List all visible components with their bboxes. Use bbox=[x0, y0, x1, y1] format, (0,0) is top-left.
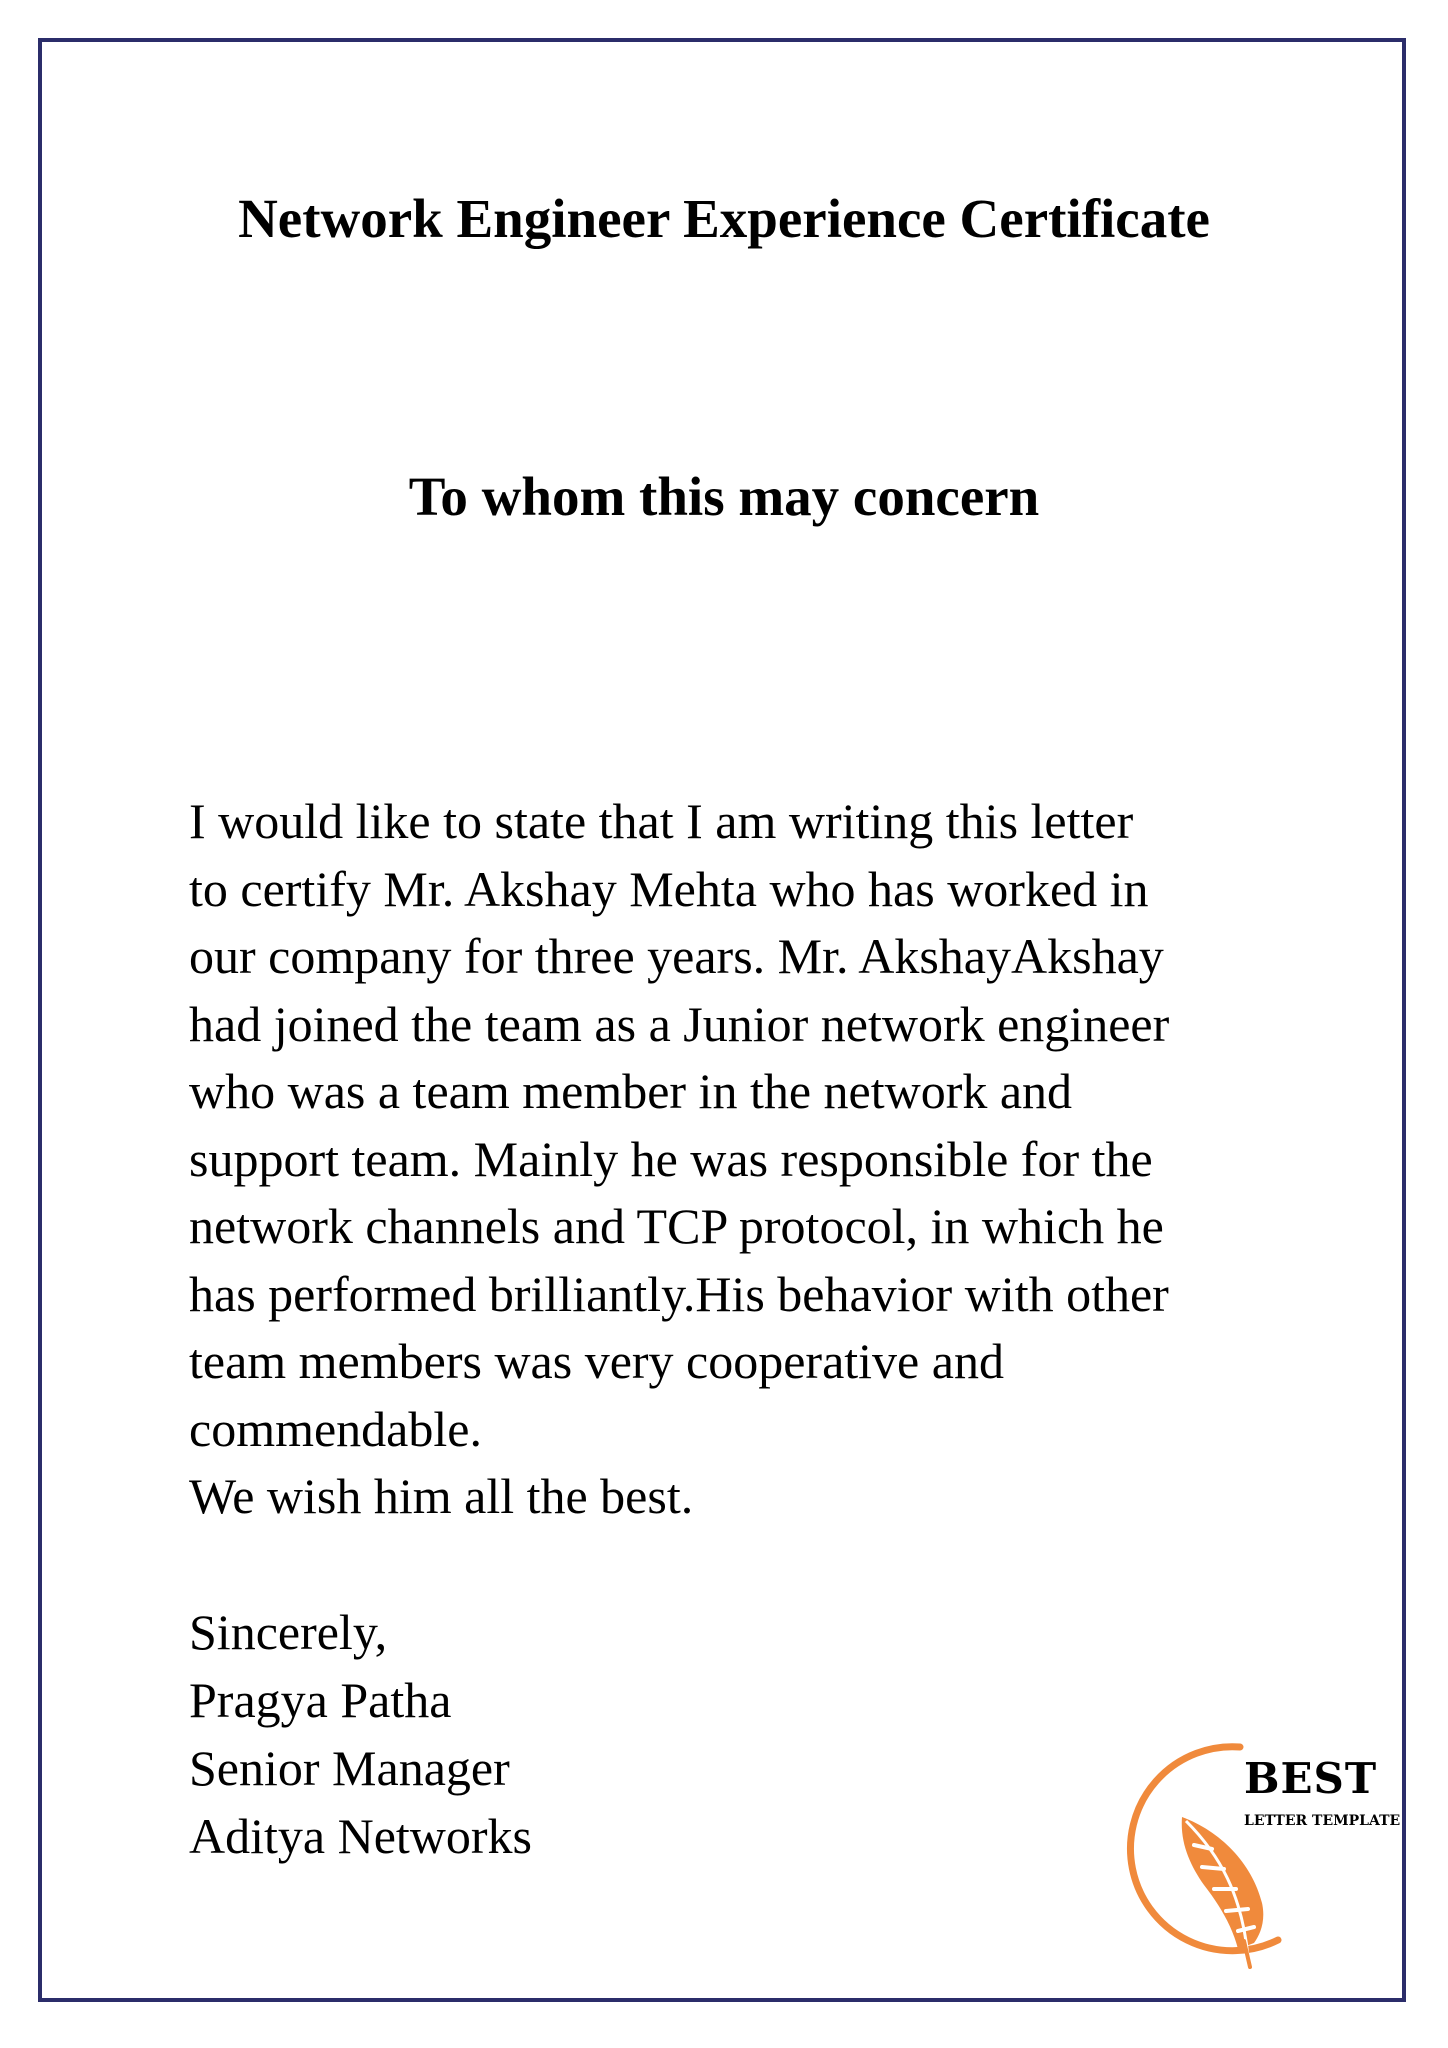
letter-body bbox=[189, 788, 1309, 1531]
body-line: had joined the team as a Junior network engineer bbox=[189, 995, 1170, 1052]
body-line: team members was very cooperative and bbox=[189, 1333, 1004, 1389]
signature-company: Aditya Networks bbox=[189, 1808, 532, 1864]
signature-position: Senior Manager bbox=[189, 1740, 510, 1796]
logo-brand-text: BEST bbox=[1244, 1754, 1378, 1803]
signature-name: Pragya Patha bbox=[189, 1672, 452, 1728]
brand-logo bbox=[1120, 1735, 1420, 1975]
body-line: We wish him all the best. bbox=[189, 1468, 694, 1524]
body-line: support team. Mainly he was responsible for the bbox=[189, 1130, 1153, 1187]
body-line: our company for three years. Mr. AkshayAkshay bbox=[189, 928, 1164, 984]
body-line: who was a team member in the network and bbox=[189, 1063, 1073, 1119]
body-line: network channels and TCP protocol, in which he bbox=[189, 1198, 1164, 1254]
body-line: I would like to state that I am writing this letter bbox=[189, 793, 1134, 849]
salutation: To whom this may concern bbox=[408, 466, 1040, 527]
body-line: has performed brilliantly.His behavior with other bbox=[189, 1265, 1169, 1322]
document-title: Network Engineer Experience Certificate bbox=[238, 188, 1210, 249]
body-line: commendable. bbox=[189, 1400, 482, 1457]
signature-closing: Sincerely, bbox=[189, 1604, 388, 1660]
body-line: to certify Mr. Akshay Mehta who has worked in bbox=[189, 860, 1149, 917]
signature-block bbox=[189, 1598, 532, 1870]
logo-tagline: LETTER TEMPLATE bbox=[1244, 1813, 1401, 1829]
